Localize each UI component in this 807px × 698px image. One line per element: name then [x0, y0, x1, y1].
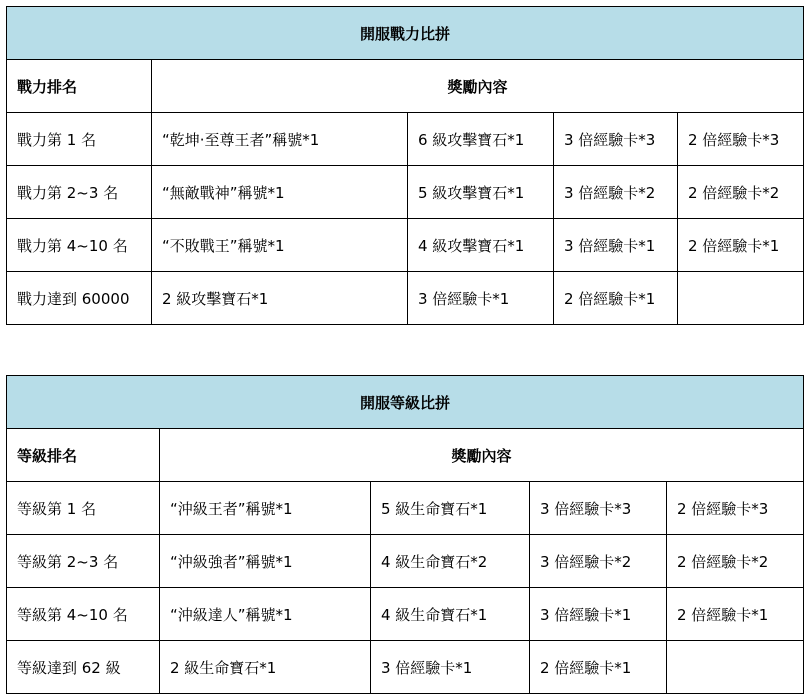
rank-cell: 戰力第 4~10 名	[7, 219, 152, 272]
table-row	[7, 272, 804, 325]
table-title: 開服戰力比拼	[7, 7, 804, 60]
rank-header: 戰力排名	[7, 60, 152, 113]
reward-cell: 6 級攻擊寶石*1	[408, 113, 554, 166]
reward-cell: 2 倍經驗卡*2	[667, 535, 804, 588]
reward-cell: 3 倍經驗卡*2	[554, 166, 678, 219]
reward-cell: 5 級攻擊寶石*1	[408, 166, 554, 219]
reward-cell: 2 倍經驗卡*1	[530, 641, 667, 694]
reward-cell: 3 倍經驗卡*2	[530, 535, 667, 588]
table-row	[7, 219, 804, 272]
reward-cell: “沖級強者”稱號*1	[160, 535, 371, 588]
reward-cell: 5 級生命寶石*1	[371, 482, 530, 535]
table-row	[7, 588, 804, 641]
reward-cell: “沖級王者”稱號*1	[160, 482, 371, 535]
reward-header: 獎勵內容	[152, 60, 804, 113]
reward-cell: 2 倍經驗卡*3	[678, 113, 804, 166]
reward-cell: 3 倍經驗卡*1	[554, 219, 678, 272]
reward-cell: “乾坤·至尊王者”稱號*1	[152, 113, 408, 166]
rank-cell: 等級達到 62 級	[7, 641, 160, 694]
reward-cell: 3 倍經驗卡*1	[408, 272, 554, 325]
rank-cell: 等級第 1 名	[7, 482, 160, 535]
table-title: 開服等級比拼	[7, 376, 804, 429]
rank-header: 等級排名	[7, 429, 160, 482]
level-ranking-table	[6, 375, 804, 694]
table-row	[7, 113, 804, 166]
table-row	[7, 641, 804, 694]
reward-cell	[678, 272, 804, 325]
reward-cell: “沖級達人”稱號*1	[160, 588, 371, 641]
rank-cell: 等級第 4~10 名	[7, 588, 160, 641]
reward-cell: 2 倍經驗卡*2	[678, 166, 804, 219]
reward-cell: 2 倍經驗卡*1	[678, 219, 804, 272]
rank-cell: 戰力第 2~3 名	[7, 166, 152, 219]
reward-header: 獎勵內容	[160, 429, 804, 482]
table-row	[7, 535, 804, 588]
reward-cell: 2 倍經驗卡*1	[667, 588, 804, 641]
reward-cell: 4 級攻擊寶石*1	[408, 219, 554, 272]
reward-cell: 3 倍經驗卡*3	[554, 113, 678, 166]
combat-power-ranking-table	[6, 6, 804, 325]
rank-cell: 戰力達到 60000	[7, 272, 152, 325]
reward-cell: 2 級生命寶石*1	[160, 641, 371, 694]
table-row	[7, 482, 804, 535]
rank-cell: 戰力第 1 名	[7, 113, 152, 166]
table-row	[7, 166, 804, 219]
reward-cell: 4 級生命寶石*1	[371, 588, 530, 641]
reward-cell: 2 倍經驗卡*3	[667, 482, 804, 535]
rank-cell: 等級第 2~3 名	[7, 535, 160, 588]
reward-cell: 3 倍經驗卡*1	[530, 588, 667, 641]
reward-cell: “無敵戰神”稱號*1	[152, 166, 408, 219]
reward-cell: 3 倍經驗卡*1	[371, 641, 530, 694]
reward-cell: “不敗戰王”稱號*1	[152, 219, 408, 272]
reward-cell	[667, 641, 804, 694]
reward-cell: 2 級攻擊寶石*1	[152, 272, 408, 325]
reward-cell: 3 倍經驗卡*3	[530, 482, 667, 535]
reward-cell: 2 倍經驗卡*1	[554, 272, 678, 325]
reward-cell: 4 級生命寶石*2	[371, 535, 530, 588]
